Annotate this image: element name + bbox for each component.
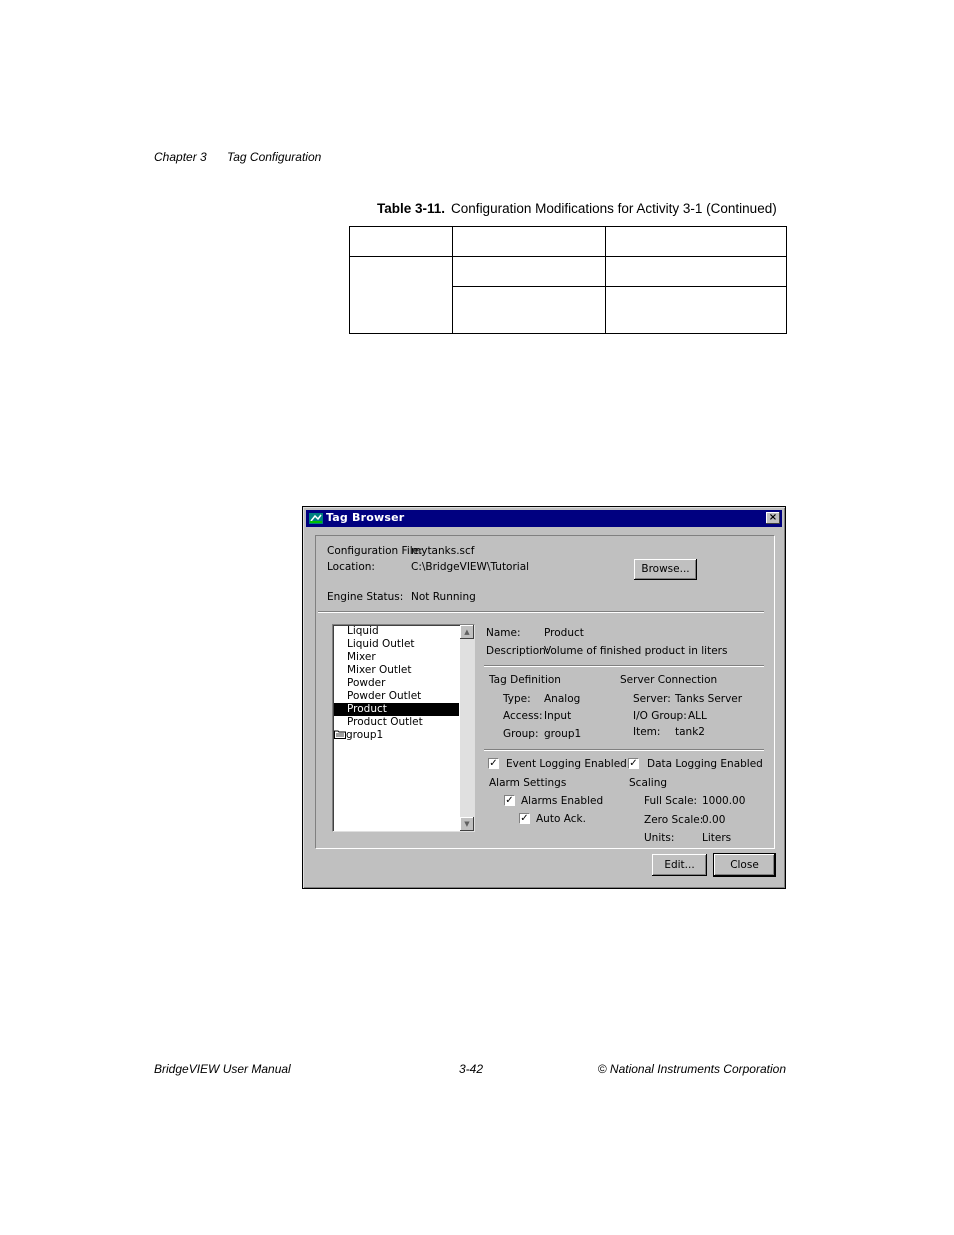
alarms-enabled-checkbox[interactable]: ✓ (505, 795, 514, 806)
list-item[interactable]: Mixer (347, 651, 376, 663)
location-value: C:\BridgeVIEW\Tutorial (411, 561, 530, 573)
list-item-selected[interactable]: Product (334, 703, 459, 716)
server-label: Server: (633, 693, 671, 705)
access-value: Input (544, 710, 572, 722)
description-value: Volume of finished product in liters (544, 645, 728, 657)
tag-list[interactable] (332, 624, 475, 832)
divider (484, 665, 764, 667)
name-value: Product (544, 627, 584, 639)
engine-status-value: Not Running (411, 591, 476, 603)
type-label: Type: (503, 693, 531, 705)
alarm-settings-heading: Alarm Settings (489, 777, 567, 789)
alarms-enabled-label: Alarms Enabled (521, 795, 604, 807)
config-file-label: Configuration File: (327, 545, 423, 557)
close-button[interactable]: Close (713, 853, 776, 877)
title-bar[interactable] (306, 510, 782, 527)
dialog-title: Tag Browser (326, 511, 405, 524)
list-item[interactable]: Powder (347, 677, 386, 689)
server-value: Tanks Server (675, 693, 743, 705)
configuration-table (349, 226, 787, 334)
footer-page-number: 3-42 (459, 1062, 484, 1076)
location-label: Location: (327, 561, 375, 573)
table-cell (606, 227, 787, 257)
zero-scale-value: 0.00 (702, 814, 726, 826)
event-logging-label: Event Logging Enabled (506, 758, 627, 770)
table-cell (453, 227, 606, 257)
divider (318, 611, 764, 613)
scaling-heading: Scaling (629, 777, 668, 789)
auto-ack-label: Auto Ack. (536, 813, 586, 825)
scroll-down-icon[interactable]: ▼ (460, 817, 474, 831)
table-row (350, 227, 787, 257)
divider (484, 749, 764, 751)
chapter-label: Chapter 3 (154, 150, 207, 164)
list-item[interactable]: Powder Outlet (347, 690, 422, 702)
io-group-value: ALL (688, 710, 707, 722)
data-logging-checkbox[interactable]: ✓ (629, 758, 638, 769)
table-title: Configuration Modifications for Activity 3-1 (Continued) (451, 201, 777, 216)
units-label: Units: (644, 832, 675, 844)
name-label: Name: (486, 627, 521, 639)
list-item[interactable]: Liquid Outlet (347, 638, 415, 650)
table-cell (350, 227, 453, 257)
list-item-group[interactable] (334, 729, 383, 742)
table-cell (453, 286, 606, 333)
table-cell (453, 257, 606, 286)
auto-ack-checkbox[interactable]: ✓ (520, 813, 529, 824)
table-cell (606, 286, 787, 333)
close-icon[interactable]: × (766, 512, 780, 524)
section-label: Tag Configuration (227, 150, 322, 164)
item-label: Item: (633, 726, 661, 738)
access-label: Access: (503, 710, 543, 722)
server-connection-heading: Server Connection (620, 674, 718, 686)
table-number: Table 3-11. (377, 201, 446, 216)
io-group-label: I/O Group: (633, 710, 687, 722)
full-scale-value: 1000.00 (702, 795, 746, 807)
list-item[interactable]: Liquid (347, 625, 379, 637)
vertical-scrollbar[interactable] (460, 625, 474, 831)
list-item[interactable]: Mixer Outlet (347, 664, 412, 676)
app-icon (309, 513, 323, 524)
group-label: group1 (346, 729, 384, 741)
scroll-up-icon[interactable]: ▲ (460, 625, 474, 639)
group-value: group1 (544, 728, 582, 740)
units-value: Liters (702, 832, 732, 844)
tag-definition-heading: Tag Definition (489, 674, 561, 686)
description-label: Description: (486, 645, 550, 657)
event-logging-checkbox[interactable]: ✓ (489, 758, 498, 769)
table-row (350, 257, 787, 286)
data-logging-label: Data Logging Enabled (647, 758, 763, 770)
table-caption (377, 201, 777, 216)
type-value: Analog (544, 693, 581, 705)
folder-icon (334, 729, 346, 739)
config-file-value: mytanks.scf (411, 545, 475, 557)
list-item[interactable]: Product Outlet (347, 716, 423, 728)
group-label: Group: (503, 728, 539, 740)
zero-scale-label: Zero Scale: (644, 814, 704, 826)
tag-browser-dialog (302, 506, 786, 889)
table-cell (606, 257, 787, 286)
item-value: tank2 (675, 726, 705, 738)
main-panel (315, 535, 775, 849)
footer-manual-title: BridgeVIEW User Manual (154, 1062, 291, 1076)
table-cell (350, 257, 453, 334)
browse-button[interactable]: Browse... (634, 559, 697, 580)
engine-status-label: Engine Status: (327, 591, 404, 603)
full-scale-label: Full Scale: (644, 795, 698, 807)
edit-button[interactable]: Edit... (652, 854, 707, 876)
footer-copyright: © National Instruments Corporation (597, 1062, 786, 1076)
